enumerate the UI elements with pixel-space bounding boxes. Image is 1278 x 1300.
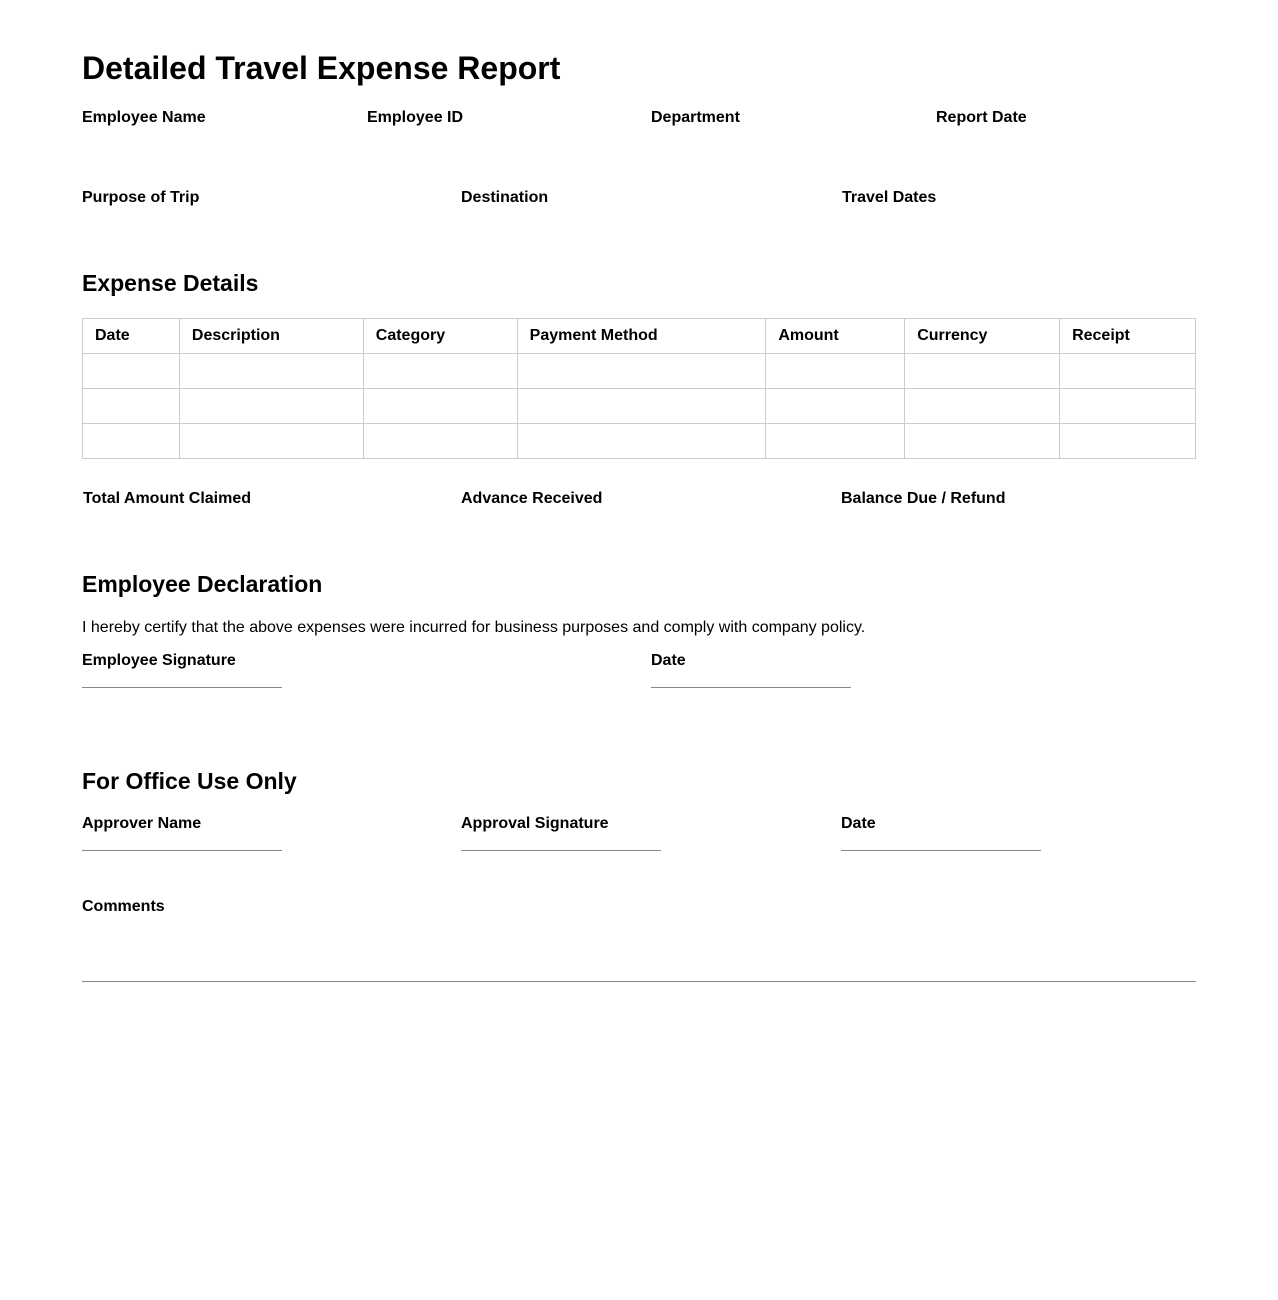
employee-id-label: Employee ID [367,109,464,126]
table-cell[interactable] [766,389,905,424]
employee-name-label: Employee Name [82,109,206,126]
department-label: Department [651,109,740,126]
table-cell[interactable] [83,424,180,459]
table-cell[interactable] [179,424,363,459]
table-cell[interactable] [1060,389,1196,424]
col-category: Category [363,319,517,354]
table-cell[interactable] [517,354,766,389]
col-date: Date [83,319,180,354]
page-title: Detailed Travel Expense Report [82,50,561,86]
expense-table [82,318,1196,459]
approver-name-line[interactable] [82,850,282,851]
expense-details-heading: Expense Details [82,270,259,296]
table-cell[interactable] [1060,354,1196,389]
purpose-label: Purpose of Trip [82,189,200,206]
declaration-heading: Employee Declaration [82,571,323,597]
table-cell[interactable] [363,389,517,424]
declaration-date-line[interactable] [651,687,851,688]
table-cell[interactable] [83,389,180,424]
table-cell[interactable] [766,354,905,389]
declaration-text: I hereby certify that the above expenses were incurred for business purposes and comply with company policy. [82,619,866,636]
office-use-heading: For Office Use Only [82,768,297,794]
table-cell[interactable] [905,389,1060,424]
table-row [83,424,1196,459]
table-cell[interactable] [905,354,1060,389]
employee-signature-label: Employee Signature [82,652,236,669]
total-claimed-label: Total Amount Claimed [83,490,251,507]
col-description: Description [179,319,363,354]
table-cell[interactable] [905,424,1060,459]
advance-received-label: Advance Received [461,490,603,507]
table-cell[interactable] [517,424,766,459]
table-cell[interactable] [83,354,180,389]
employee-signature-line[interactable] [82,687,282,688]
declaration-date-label: Date [651,652,686,669]
table-cell[interactable] [766,424,905,459]
comments-label: Comments [82,898,165,915]
col-amount: Amount [766,319,905,354]
office-date-label: Date [841,815,876,832]
travel-dates-label: Travel Dates [842,189,937,206]
col-payment-method: Payment Method [517,319,766,354]
report-date-label: Report Date [936,109,1027,126]
table-cell[interactable] [179,389,363,424]
table-cell[interactable] [517,389,766,424]
approver-name-label: Approver Name [82,815,202,832]
table-header-row [83,319,1196,354]
table-cell[interactable] [363,424,517,459]
office-date-line[interactable] [841,850,1041,851]
comments-line[interactable] [82,981,1196,982]
col-currency: Currency [905,319,1060,354]
table-cell[interactable] [1060,424,1196,459]
destination-label: Destination [461,189,549,206]
table-row [83,354,1196,389]
table-row [83,389,1196,424]
approval-signature-label: Approval Signature [461,815,609,832]
table-cell[interactable] [179,354,363,389]
col-receipt: Receipt [1060,319,1196,354]
approval-signature-line[interactable] [461,850,661,851]
balance-due-label: Balance Due / Refund [841,490,1006,507]
table-cell[interactable] [363,354,517,389]
